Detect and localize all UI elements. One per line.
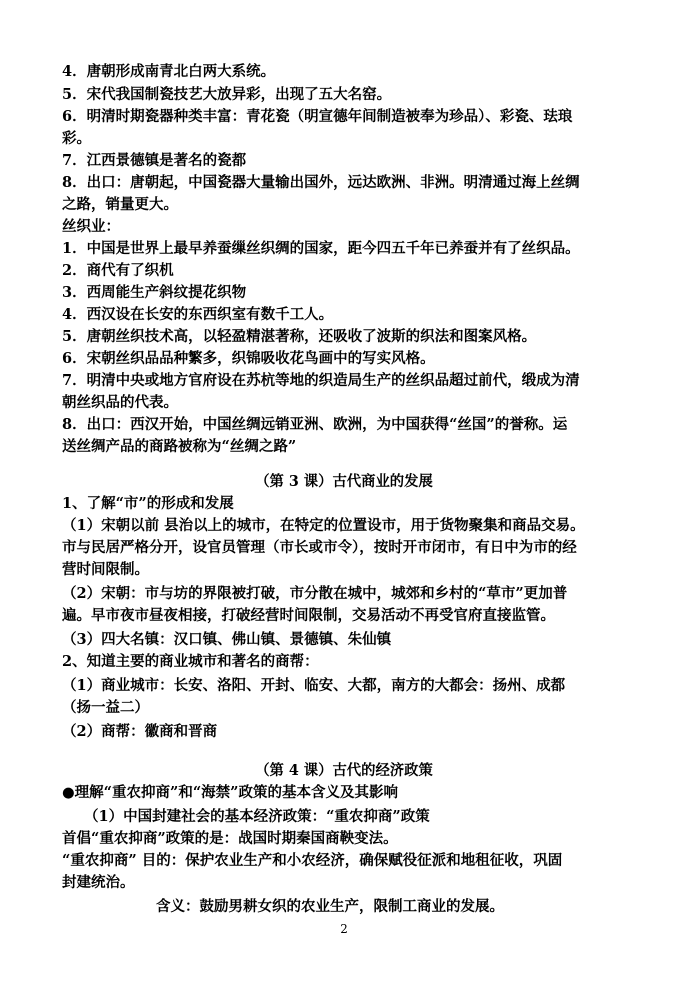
ceramics-item-8: 8．出口：唐朝起，中国瓷器大量输出国外，远达欧洲、非洲。明清通过海上丝绸 bbox=[62, 174, 580, 191]
lesson3-title: （第 3 课）古代商业的发展 bbox=[255, 473, 433, 490]
silk-item-8-cont: 送丝绸产品的商路被称为“丝绸之路” bbox=[62, 438, 297, 455]
lesson3-section-2: 2、知道主要的商业城市和著名的商帮： bbox=[62, 653, 319, 670]
lesson3-p2-line1: （2）宋朝：市与坊的界限被打破，市分散在城中，城郊和乡村的“草市”更加普 bbox=[62, 585, 568, 602]
lesson3-p5: （2）商帮：徽商和晋商 bbox=[62, 723, 218, 740]
silk-item-5: 5．唐朝丝织技术高，以轻盈精湛著称，还吸收了波斯的织法和图案风格。 bbox=[62, 328, 537, 345]
silk-item-8: 8．出口：西汉开始，中国丝绸远销亚洲、欧洲，为中国获得“丝国”的誉称。运 bbox=[62, 416, 568, 433]
lesson4-line-4: 封建统治。 bbox=[62, 874, 135, 891]
lesson4-line-5: 含义：鼓励男耕女织的农业生产，限制工商业的发展。 bbox=[156, 898, 504, 915]
lesson3-p1-line1: （1）宋朝以前 县治以上的城市，在特定的位置设市，用于货物聚集和商品交易。 bbox=[62, 517, 585, 534]
silk-item-7-cont: 朝丝织品的代表。 bbox=[62, 394, 178, 411]
silk-item-6: 6．宋朝丝织品品种繁多，织锦吸收花鸟画中的写实风格。 bbox=[62, 350, 435, 367]
ceramics-item-6: 6．明清时期瓷器种类丰富：青花瓷（明宣德年间制造被奉为珍品）、彩瓷、珐琅 bbox=[62, 108, 573, 125]
lesson3-p2-line2: 遍。早市夜市昼夜相接，打破经营时间限制，交易活动不再受官府直接监管。 bbox=[62, 607, 555, 624]
lesson3-p1-line2: 市与民居严格分开，设官员管理（市长或市令），按时开市闭市，有日中为市的经 bbox=[62, 539, 577, 556]
lesson4-bullet: ●理解“重农抑商”和“海禁”政策的基本含义及其影响 bbox=[62, 784, 399, 801]
lesson3-p1-line3: 营时间限制。 bbox=[62, 561, 149, 578]
lesson4-title: （第 4 课）古代的经济政策 bbox=[255, 762, 433, 779]
ceramics-item-8-cont: 之路，销量更大。 bbox=[62, 196, 178, 213]
silk-heading: 丝织业： bbox=[62, 218, 120, 235]
lesson4-line-1: （1）中国封建社会的基本经济政策：“重农抑商”政策 bbox=[84, 808, 430, 825]
lesson3-p4-line1: （1）商业城市：长安、洛阳、开封、临安、大都，南方的大都会：扬州、成都 bbox=[62, 677, 566, 694]
silk-item-7: 7．明清中央或地方官府设在苏杭等地的织造局生产的丝织品超过前代，缎成为清 bbox=[62, 372, 580, 389]
lesson3-section-1: 1、了解“市”的形成和发展 bbox=[62, 495, 234, 512]
page-number: 2 bbox=[340, 922, 348, 936]
silk-item-1: 1．中国是世界上最早养蚕缫丝织绸的国家，距今四五千年已养蚕并有了丝织品。 bbox=[62, 240, 580, 257]
lesson3-p3: （3）四大名镇：汉口镇、佛山镇、景德镇、朱仙镇 bbox=[62, 631, 392, 648]
ceramics-item-5: 5．宋代我国制瓷技艺大放异彩，出现了五大名窑。 bbox=[62, 86, 392, 103]
lesson4-line-3: “重农抑商” 目的：保护农业生产和小农经济，确保赋役征派和地租征收，巩固 bbox=[62, 852, 563, 869]
silk-item-2: 2．商代有了织机 bbox=[62, 262, 174, 279]
ceramics-item-4: 4．唐朝形成南青北白两大系统。 bbox=[62, 63, 276, 80]
lesson3-p4-line2: （扬一益二） bbox=[62, 699, 149, 716]
silk-item-3: 3．西周能生产斜纹提花织物 bbox=[62, 284, 247, 301]
ceramics-item-7: 7．江西景德镇是著名的瓷都 bbox=[62, 152, 247, 169]
ceramics-item-6-cont: 彩。 bbox=[62, 130, 91, 147]
lesson4-line-2: 首倡“重农抑商”政策的是：战国时期秦国商鞅变法。 bbox=[62, 830, 398, 847]
silk-item-4: 4．西汉设在长安的东西织室有数千工人。 bbox=[62, 306, 334, 323]
